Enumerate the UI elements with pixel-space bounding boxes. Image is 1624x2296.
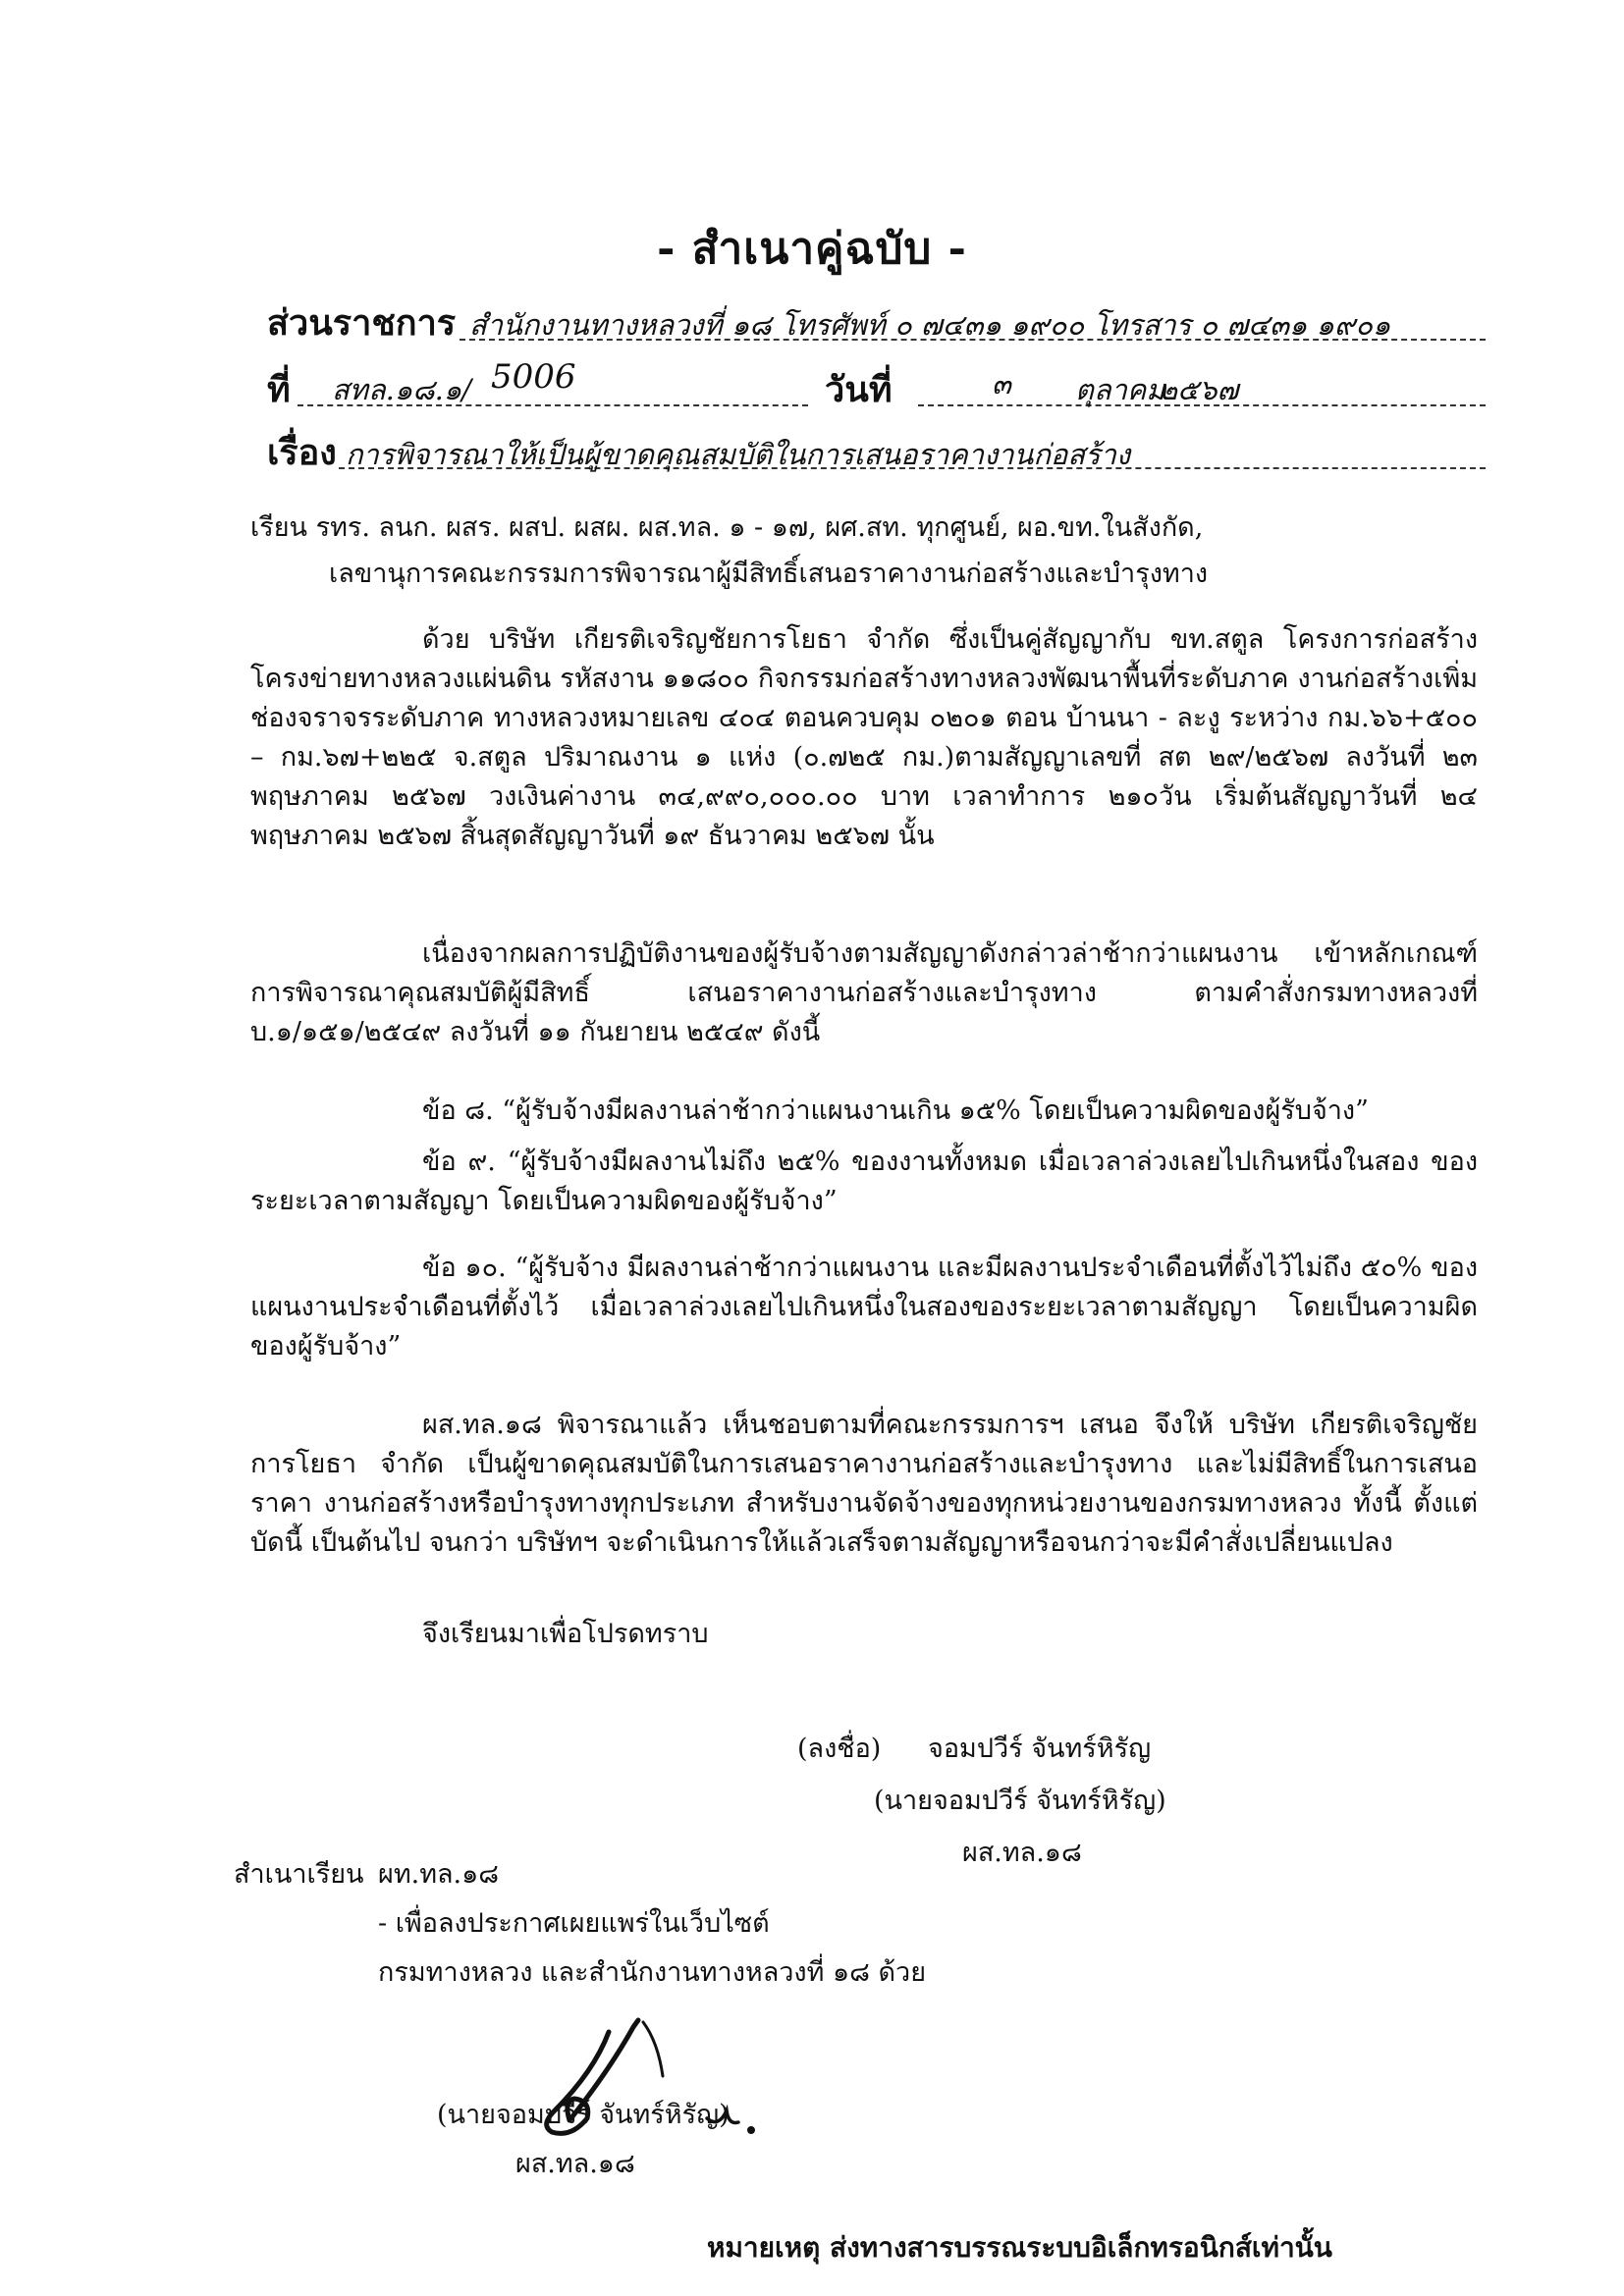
doc-no-label: ที่ [267,369,291,410]
paragraph-decision: ผส.ทล.๑๘ พิจารณาแล้ว เห็นชอบตามที่คณะกรรมการฯ เสนอ จึงให้ บริษัท เกียรติเจริญชัย การโยธา จำกัด เป็นผู้ขาดคุณสมบัติในการเสนอราคางานก่อสร้างและบำรุงทาง และไม่มีสิทธิ์ในการเสนอราคา งานก่อสร้างหรือบำรุงทางทุกประเภท สำหรับงานจัดจ้างของทุกหน่วยงานของกรมทางหลวง ทั้งนี้ ตั้งแต่บัดนี้ เป็นต้นไป จนกว่า บริษัทฯ จะดำเนินการให้แล้วเสร็จตามสัญญาหรือจนกว่าจะมีคำสั่งเปลี่ยนแปลง [250,1410,1478,1558]
copy-to-purpose: - เพื่อลงประกาศเผยแพร่ในเว็บไซต์ [378,1908,770,1939]
agency-value: สำนักงานทางหลวงที่ ๑๘ โทรศัพท์ ๐ ๗๔๓๑ ๑๙๐๐ โทรสาร ๐ ๗๔๓๑ ๑๙๐๑ [469,308,1391,342]
clause-9: ข้อ ๙. “ผู้รับจ้างมีผลงานไม่ถึง ๒๕% ของงานทั้งหมด เมื่อเวลาล่วงเลยไปเกินหนึ่งในสอง ของระยะเวลาตามสัญญา โดยเป็นความผิดของผู้รับจ้าง” [250,1147,1478,1216]
closing-line: จึงเรียนมาเพื่อโปรดทราบ [422,1619,709,1649]
subject-value: การพิจารณาให้เป็นผู้ขาดคุณสมบัติในการเสนอราคางานก่อสร้าง [346,438,1131,471]
clause-10: ข้อ ๑๐. “ผู้รับจ้าง มีผลงานล่าช้ากว่าแผนงาน และมีผลงานประจำเดือนที่ตั้งไว้ไม่ถึง ๕๐% ของแผนงานประจำเดือนที่ตั้งไว้ เมื่อเวลาล่วงเลยไปเกินหนึ่งในสองของระยะเวลาตามสัญญา โดยเป็นความผิด ของผู้รับจ้าง” [250,1253,1478,1362]
date-year: ๒๕๖๗ [1159,373,1239,406]
doc-no-value: สทล.๑๘.๑/ [332,373,471,406]
signed-name: จอมปวีร์ จันทร์หิรัญ [928,1734,1152,1764]
copy-to-detail: กรมทางหลวง และสำนักงานทางหลวงที่ ๑๘ ด้วย [378,1957,927,1988]
signer-position: ผส.ทล.๑๘ [962,1838,1082,1868]
signed-label: (ลงชื่อ) [797,1734,882,1764]
paragraph-criteria: เนื่องจากผลการปฏิบัติงานของผู้รับจ้างตามสัญญาดังกล่าวล่าช้ากว่าแผนงาน เข้าหลักเกณฑ์ การพิจารณาคุณสมบัติผู้มีสิทธิ์ เสนอราคางานก่อสร้างและบำรุงทาง ตามคำสั่งกรมทางหลวงที่ บ.๑/๑๕๑/๒๕๔๙ ลงวันที่ ๑๑ กันยายน ๒๕๔๙ ดังนี้ [250,938,1478,1047]
agency-label: ส่วนราชการ [267,302,457,344]
doc-no-handwritten: 5006 [491,357,576,397]
second-signer-full-name: (นายจอมปวีร์ จันทร์หิรัญ) [437,2100,730,2130]
paragraph-intro: ด้วย บริษัท เกียรติเจริญชัยการโยธา จำกัด ซึ่งเป็นคู่สัญญากับ ขท.สตูล โครงการก่อสร้าง โครงข่ายทางหลวงแผ่นดิน รหัสงาน ๑๑๘๐๐ กิจกรรมก่อสร้างทางหลวงพัฒนาพื้นที่ระดับภาค งานก่อสร้างเพิ่มช่องจราจรระดับภาค ทางหลวงหมายเลข ๔๐๔ ตอนควบคุม ๐๒๐๑ ตอน บ้านนา - ละงู ระหว่าง กม.๖๖+๕๐๐ – กม.๖๗+๒๒๕ จ.สตูล ปริมาณงาน ๑ แห่ง (๐.๗๒๕ กม.)ตามสัญญาเลขที่ สต ๒๙/๒๕๖๗ ลงวันที่ ๒๓ พฤษภาคม ๒๕๖๗ วงเงินค่างาน ๓๔,๙๙๐,๐๐๐.๐๐ บาท เวลาทำการ ๒๑๐วัน เริ่มต้นสัญญาวันที่ ๒๔ พฤษภาคม ๒๕๖๗ สิ้นสุดสัญญาวันที่ ๑๙ ธันวาคม ๒๕๖๗ นั้น [250,624,1478,851]
subject-label: เรื่อง [267,432,337,473]
copy-to-label: สำเนาเรียน [234,1859,364,1890]
signer-full-name: (นายจอมปวีร์ จันทร์หิรัญ) [874,1786,1166,1816]
date-month: ตุลาคม [1075,373,1165,406]
salutation-line-2: เลขานุการคณะกรรมการพิจารณาผู้มีสิทธิ์เสนอราคางานก่อสร้างและบำรุงทาง [329,559,1209,589]
salutation-line-1: เรียน รทร. ลนก. ผสร. ผสป. ผสผ. ผส.ทล. ๑ - ๑๗, ผศ.สท. ทุกศูนย์, ผอ.ขท.ในสังกัด, [250,512,1204,543]
footer-note: หมายเหตุ ส่งทางสารบรรณระบบอิเล็กทรอนิกส์เท่านั้น [707,2231,1332,2264]
document-title: - สำเนาคู่ฉบับ - [657,224,967,274]
clause-8: ข้อ ๘. “ผู้รับจ้างมีผลงานล่าช้ากว่าแผนงานเกิน ๑๕% โดยเป็นความผิดของผู้รับจ้าง” [422,1095,1369,1126]
date-day: ๓ [992,367,1011,400]
copy-to-recipient: ผท.ทล.๑๘ [378,1859,500,1890]
date-label: วันที่ [825,369,893,410]
second-signer-position: ผส.ทล.๑๘ [515,2149,635,2179]
